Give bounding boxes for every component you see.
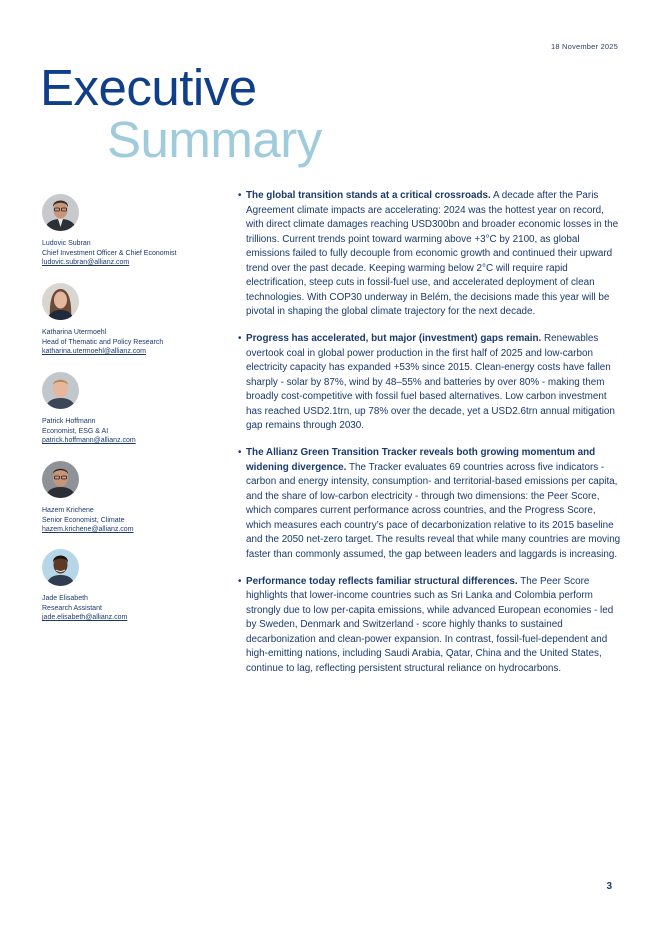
author-name: Jade Elisabeth [42,595,88,602]
author-card [42,372,212,446]
bullet-text: Renewables overtook coal in global power production in the first half of 2025 and low-carbon electricity capacity has expanded +53% since 2015. Clean-energy costs have fallen sharply - solar by 87%, wind by 48–55% and batteries by over 80% - making them broadly cost-competitive with fossil fuel based alternatives. Low carbon investment has reached USD2.1trn, up 78% over the decade, yet a USD2.6trn annual mitigation gap remains through 2030. [246,333,615,431]
author-email-link[interactable]: ludovic.subran@allianz.com [42,259,130,267]
bullet-heading: The Allianz Green Transition Tracker reveals both growing momentum and widening divergence. [246,447,596,473]
bullet-heading: Performance today reflects familiar structural differences. [246,575,518,587]
author-photo [42,283,79,320]
report-date: 18 November 2025 [551,42,618,51]
author-photo [42,194,79,231]
author-email-link[interactable]: jade.elisabeth@allianz.com [42,614,128,622]
author-photo [42,461,79,498]
author-role: Economist, ESG & AI [42,427,109,435]
bullet-text: The Tracker evaluates 69 countries across five indicators - carbon and energy intensity, consumption- and territorial-based emissions per capita, and the share of low-carbon electricity - through two dimensions: the Peer Score, which compares current performance across countries, and the Progress Score, which measures each country’s pace of decarbonization relative to its 2015 baseline and the 2050 net-zero target. The results reveal that while many countries are moving faster than commonly assumed, the gap between leaders and laggards is increasing. [246,461,621,560]
author-role: Research Assistant [42,604,102,612]
author-name: Katharina Utermoehl [42,329,107,336]
author-card [42,283,212,357]
bullet-text: A decade after the Paris Agreement climate impacts are accelerating: 2024 was the hottest year on record, with direct climate damages reaching USD300bn and broader economic losses in the trillions. Current trends point toward warming above +3°C by 2100, as global emissions failed to fully decouple from economic growth and continued their upward trend over the past decade. Keeping warming below 2°C will require rapid electrification, steep cuts in fossil-fuel use, and accelerated deployment of clean technologies. With COP30 underway in Belém, the decisions made this year will be pivotal in shaping the global climate trajectory for the next decade. [246,190,619,317]
bullet-heading: Progress has accelerated, but major (investment) gaps remain. [246,333,542,344]
author-name: Ludovic Subran [42,240,91,247]
summary-bullet [238,332,623,434]
author-name: Patrick Hoffmann [42,418,96,425]
author-card [42,461,212,535]
page-title-line1: Executive [40,59,257,116]
author-email-link[interactable]: hazem.krichene@allianz.com [42,526,134,534]
author-email-link[interactable]: patrick.hoffmann@allianz.com [42,437,136,445]
author-name: Hazem Krichene [42,507,94,514]
summary-bullet [238,446,623,562]
page-title-line2: Summary [107,111,322,168]
bullet-icon: • [238,190,242,201]
author-card [42,194,212,268]
author-email-link[interactable]: katharina.utermoehl@allianz.com [42,348,146,356]
summary-bullet [238,189,623,320]
author-role: Senior Economist, Climate [42,516,125,524]
author-role: Chief Investment Officer & Chief Economist [42,249,177,257]
author-photo [42,549,79,586]
page-number: 3 [606,881,612,892]
author-card [42,549,212,623]
author-photo [42,372,79,409]
author-role: Head of Thematic and Policy Research [42,338,164,346]
bullet-text: The Peer Score highlights that lower-income countries such as Sri Lanka and Colombia perform strongly due to low per-capita emissions, while advanced European economies - led by Sweden, Denmark and Switzerland - score highly thanks to sustained decarbonization and clean-power expansion. In contrast, fossil-fuel-dependent and high-emitting nations, including Saudi Arabia, Qatar, China and the United States, continue to lag, reflecting persistent structural reliance on hydrocarbons. [246,575,614,674]
summary-bullet [238,575,623,677]
bullet-icon: • [238,575,242,587]
bullet-icon: • [238,333,242,344]
bullet-icon: • [238,447,242,458]
bullet-heading: The global transition stands at a critical crossroads. [246,190,491,201]
summary-bullets [238,189,623,689]
